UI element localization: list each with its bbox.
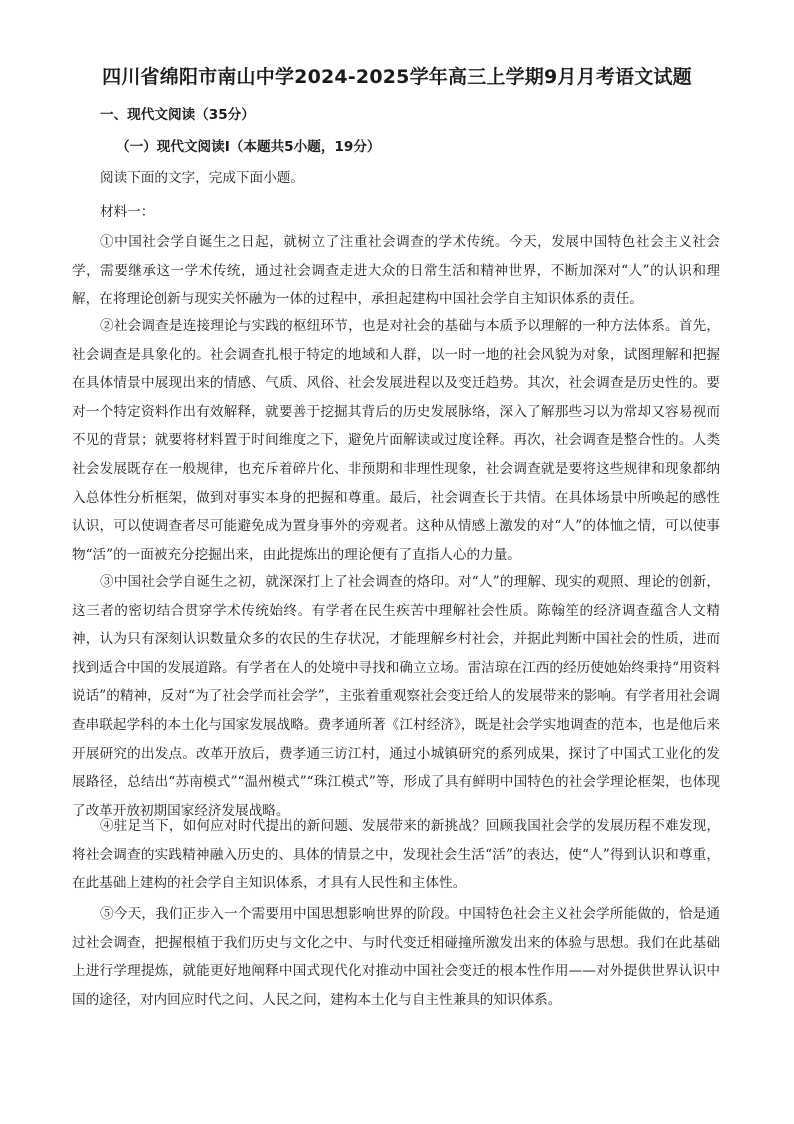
material-label: 材料一：: [100, 204, 155, 220]
paragraph-5: ⑤今天，我们正步入一个需要用中国思想影响世界的阶段。中国特色社会主义社会学所能做的，恰是通过社会调查，把握根植于我们历史与文化之中、与时代变迁相碰撞所激发出来的体验与思想。我们在此基础上进行学理提炼，就能更好地阐释中国式现代化对推动中国社会变迁的根本性作用——对外提供世界认识中国的途径，对内回应时代之问、人民之问，建构本土化与自主性兼具的知识体系。: [72, 906, 720, 1008]
section-heading: 一、现代文阅读（35分）: [100, 107, 255, 123]
paragraph-1: ①中国社会学自诞生之日起，就树立了注重社会调查的学术传统。今天，发展中国特色社会主义社会学，需要继承这一学术传统，通过社会调查走进大众的日常生活和精神世界，不断加深对“人”的认识和理解，在将理论创新与现实关怀融为一体的过程中，承担起建构中国社会学自主知识体系的责任。: [72, 234, 720, 308]
subsection-heading: （一）现代文阅读Ⅰ（本题共5小题，19分）: [116, 139, 381, 155]
paragraph-3: ③中国社会学自诞生之初，就深深打上了社会调查的烙印。对“人”的理解、现实的观照、理论的创新，这三者的密切结合贯穿学术传统始终。有学者在民生疾苦中理解社会性质。陈翰笙的经济调查蕴含人文精神，认为只有深刻认识数量众多的农民的生存状况，才能理解乡村社会，并据此判断中国社会的性质，进而找到适合中国的发展道路。有学者在人的处境中寻找和确立立场。雷洁琼在江西的经历使她始终秉持“用资料说话”的精神，反对“为了社会学而社会学”，主张着重观察社会变迁给人的发展带来的影响。有学者用社会调查串联起学科的本土化与国家发展战略。费孝通所著《江村经济》，既是社会学实地调查的范本，也是他后来开展研究的出发点。改革开放后，费孝通三访江村，通过小城镇研究的系列成果，探讨了中国式工业化的发展路径，总结出“苏南模式”“温州模式”“珠江模式”等，形成了具有鲜明中国特色的社会学理论框架，也体现了改革开放初期国家经济发展战略。: [72, 574, 720, 819]
document-title: 四川省绵阳市南山中学2024-2025学年高三上学期9月月考语文试题: [102, 66, 692, 88]
reading-instruction: 阅读下面的文字，完成下面小题。: [100, 170, 304, 186]
paragraph-4: ④驻足当下，如何应对时代提出的新问题、发展带来的新挑战？回顾我国社会学的发展历程不难发现，将社会调查的实践精神融入历史的、具体的情景之中，发现社会生活“活”的表达，使“人”得到认识和尊重，在此基础上建构的社会学自主知识体系，才具有人民性和主体性。: [72, 818, 720, 892]
paragraph-2: ②社会调查是连接理论与实践的枢纽环节，也是对社会的基础与本质予以理解的一种方法体系。首先，社会调查是具象化的。社会调查扎根于特定的地域和人群，以一时一地的社会风貌为对象，试图理解和把握在具体情景中展现出来的情感、气质、风俗、社会发展进程以及变迁趋势。其次，社会调查是历史性的。要对一个特定资料作出有效解释，就要善于挖掘其背后的历史发展脉络，深入了解那些习以为常却又容易视而不见的背景；就要将材料置于时间维度之下，避免片面解读或过度诠释。再次，社会调查是整合性的。人类社会发展既存在一般规律，也充斥着碎片化、非预期和非理性现象，社会调查就是要将这些规律和现象都纳入总体性分析框架，做到对事实本身的把握和尊重。最后，社会调查长于共情。在具体场景中所唤起的感性认识，可以使调查者尽可能避免成为置身事外的旁观者。这种从情感上激发的对“人”的体恤之情，可以使事物“活”的一面被充分挖掘出来，由此提炼出的理论便有了直指人心的力量。: [72, 318, 720, 563]
